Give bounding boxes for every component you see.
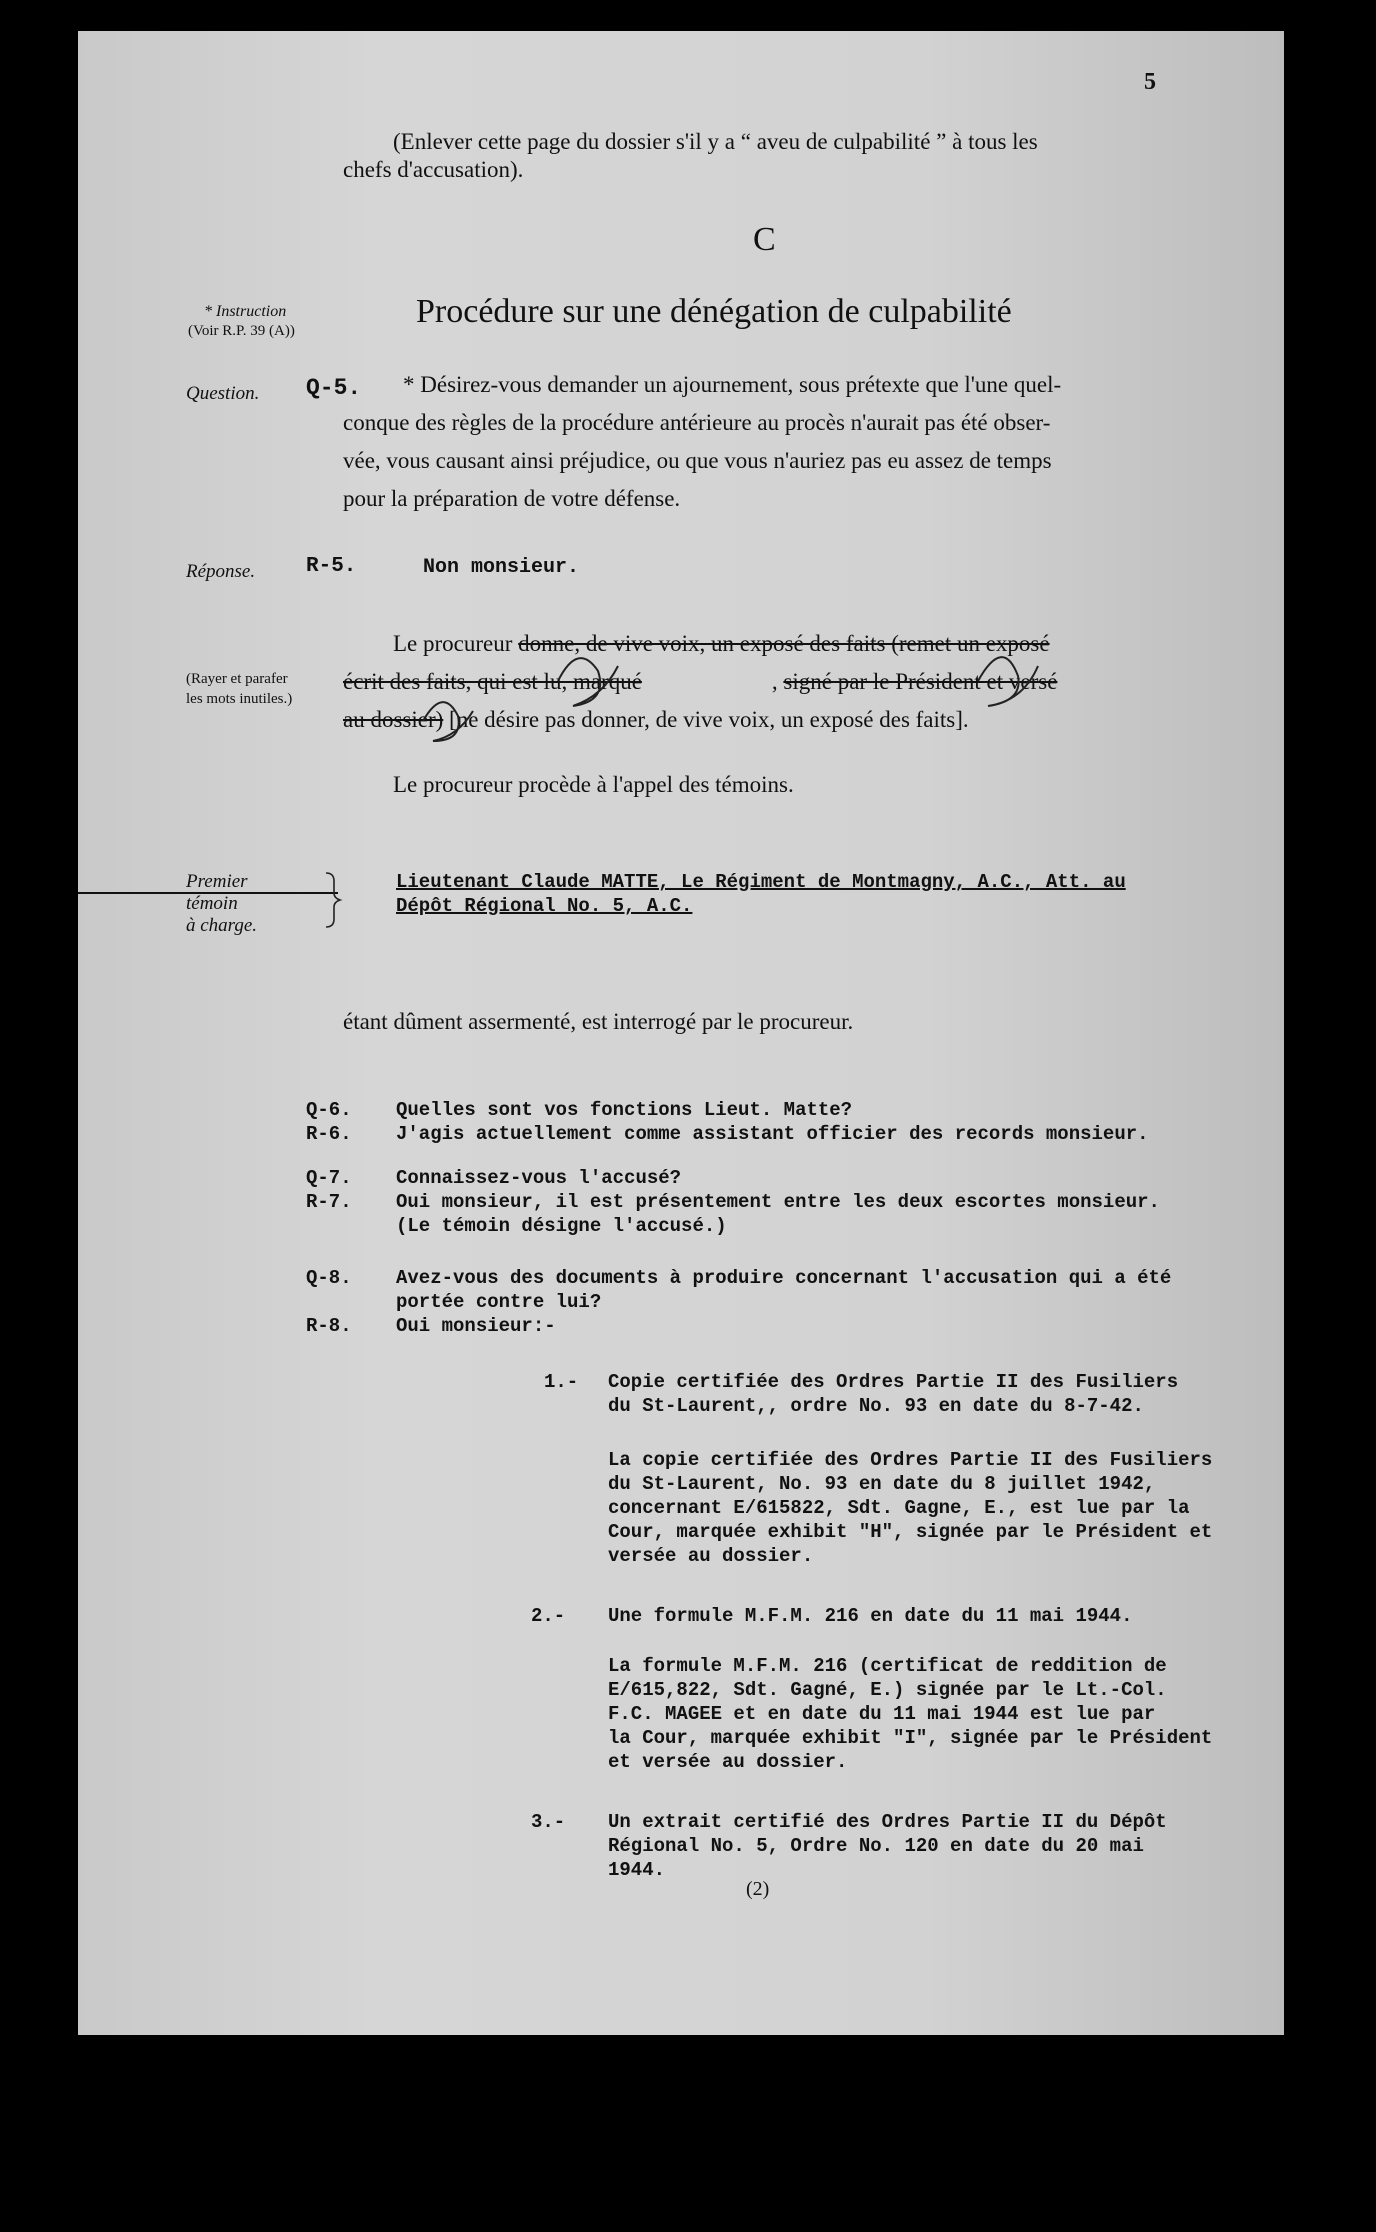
item-number: 2.- (531, 1605, 566, 1627)
question-line: * Désirez-vous demander un ajournement, sous prétexte que l'une quel- (403, 372, 1062, 397)
item-head-line: 1944. (608, 1859, 666, 1881)
side-instruction-line1: * Instruction (204, 303, 287, 320)
item-body-line: concernant E/615822, Sdt. Gagne, E., est lue par la (608, 1497, 1190, 1519)
item-body-line: La formule M.F.M. 216 (certificat de reddition de (608, 1655, 1167, 1677)
instruction-note-line1: (Enlever cette page du dossier s'il y a “ aveu de culpabilité ” à tous les (393, 129, 1038, 154)
procureur-call: Le procureur procède à l'appel des témoins. (393, 772, 794, 797)
witness-name-line1: Lieutenant Claude MATTE, Le Régiment de Montmagny, A.C., Att. au (396, 871, 1126, 893)
qa-text: Quelles sont vos fonctions Lieut. Matte? (396, 1099, 853, 1121)
item-body-line: Cour, marquée exhibit "H", signée par le Président et (608, 1521, 1213, 1543)
witness-label-line3: à charge. (186, 915, 258, 936)
item-body-line: La copie certifiée des Ordres Partie II des Fusiliers (608, 1449, 1213, 1471)
procureur-line1: Le procureur donne, de vive voix, un exposé des faits (remet un exposé (393, 631, 1050, 656)
question-line: vée, vous causant ainsi préjudice, ou que vous n'auriez pas eu assez de temps (343, 448, 1052, 473)
witness-label-line2: témoin (186, 893, 238, 914)
side-instruction-line2: (Voir R.P. 39 (A)) (188, 323, 295, 339)
item-number: 1.- (544, 1371, 579, 1393)
initials-mark (558, 658, 618, 706)
bracket (326, 873, 340, 927)
qa-text: J'agis actuellement comme assistant officier des records monsieur. (396, 1123, 1149, 1145)
page-footer: (2) (746, 1878, 770, 1900)
qa-text: (Le témoin désigne l'accusé.) (396, 1215, 727, 1237)
item-head-line: Une formule M.F.M. 216 en date du 11 mai 1944. (608, 1605, 1133, 1627)
item-head-line: Un extrait certifié des Ordres Partie II du Dépôt (608, 1811, 1167, 1833)
witness-name-line2: Dépôt Régional No. 5, A.C. (396, 895, 693, 917)
qa-number: Q-6. (306, 1099, 352, 1121)
sworn-statement: étant dûment assermenté, est interrogé par le procureur. (343, 1009, 854, 1034)
initials-mark (978, 657, 1038, 706)
item-body-line: F.C. MAGEE et en date du 11 mai 1944 est lue par (608, 1703, 1156, 1725)
document-page (78, 31, 1284, 2035)
qa-number: Q-8. (306, 1267, 352, 1289)
item-body-line: la Cour, marquée exhibit "I", signée par le Président (608, 1727, 1213, 1749)
question-number: Q-5. (306, 375, 362, 401)
witness-label-line1: Premier (186, 871, 248, 892)
item-number: 3.- (531, 1811, 566, 1833)
procureur-line2: écrit des faits, qui est lu, marqué , signé par le Président et versé (343, 669, 1058, 694)
qa-text: portée contre lui? (396, 1291, 602, 1313)
item-body-line: du St-Laurent, No. 93 en date du 8 juillet 1942, (608, 1473, 1156, 1495)
procureur-line3: au dossier) [ne désire pas donner, de vive voix, un exposé des faits]. (343, 707, 969, 732)
strike-note-line1: (Rayer et parafer (186, 671, 288, 687)
strike-note-line2: les mots inutiles.) (186, 691, 293, 707)
question-line: pour la préparation de votre défense. (343, 486, 681, 511)
qa-text: Oui monsieur, il est présentement entre les deux escortes monsieur. (396, 1191, 1160, 1213)
item-head-line: du St-Laurent,, ordre No. 93 en date du 8-7-42. (608, 1395, 1144, 1417)
item-body-line: et versée au dossier. (608, 1751, 848, 1773)
qa-number: R-6. (306, 1123, 352, 1145)
page-title: Procédure sur une dénégation de culpabilité (416, 293, 1012, 330)
item-head-line: Régional No. 5, Ordre No. 120 en date du 20 mai (608, 1835, 1144, 1857)
qa-text: Oui monsieur:- (396, 1315, 556, 1337)
response-number: R-5. (306, 555, 357, 578)
qa-number: R-8. (306, 1315, 352, 1337)
item-head-line: Copie certifiée des Ordres Partie II des Fusiliers (608, 1371, 1179, 1393)
question-line: conque des règles de la procédure antérieure au procès n'aurait pas été obser- (343, 410, 1051, 435)
qa-number: R-7. (306, 1191, 352, 1213)
qa-text: Avez-vous des documents à produire concernant l'accusation qui a été (396, 1267, 1172, 1289)
response-text: Non monsieur. (423, 556, 580, 579)
question-label: Question. (186, 383, 260, 404)
item-body-line: versée au dossier. (608, 1545, 814, 1567)
response-label: Réponse. (186, 561, 256, 582)
section-letter: C (753, 221, 776, 258)
page-number: 5 (1144, 69, 1156, 95)
initials-mark (423, 702, 473, 741)
instruction-note-line2: chefs d'accusation). (343, 157, 524, 182)
qa-number: Q-7. (306, 1167, 352, 1189)
qa-text: Connaissez-vous l'accusé? (396, 1167, 682, 1189)
item-body-line: E/615,822, Sdt. Gagné, E.) signée par le Lt.-Col. (608, 1679, 1167, 1701)
